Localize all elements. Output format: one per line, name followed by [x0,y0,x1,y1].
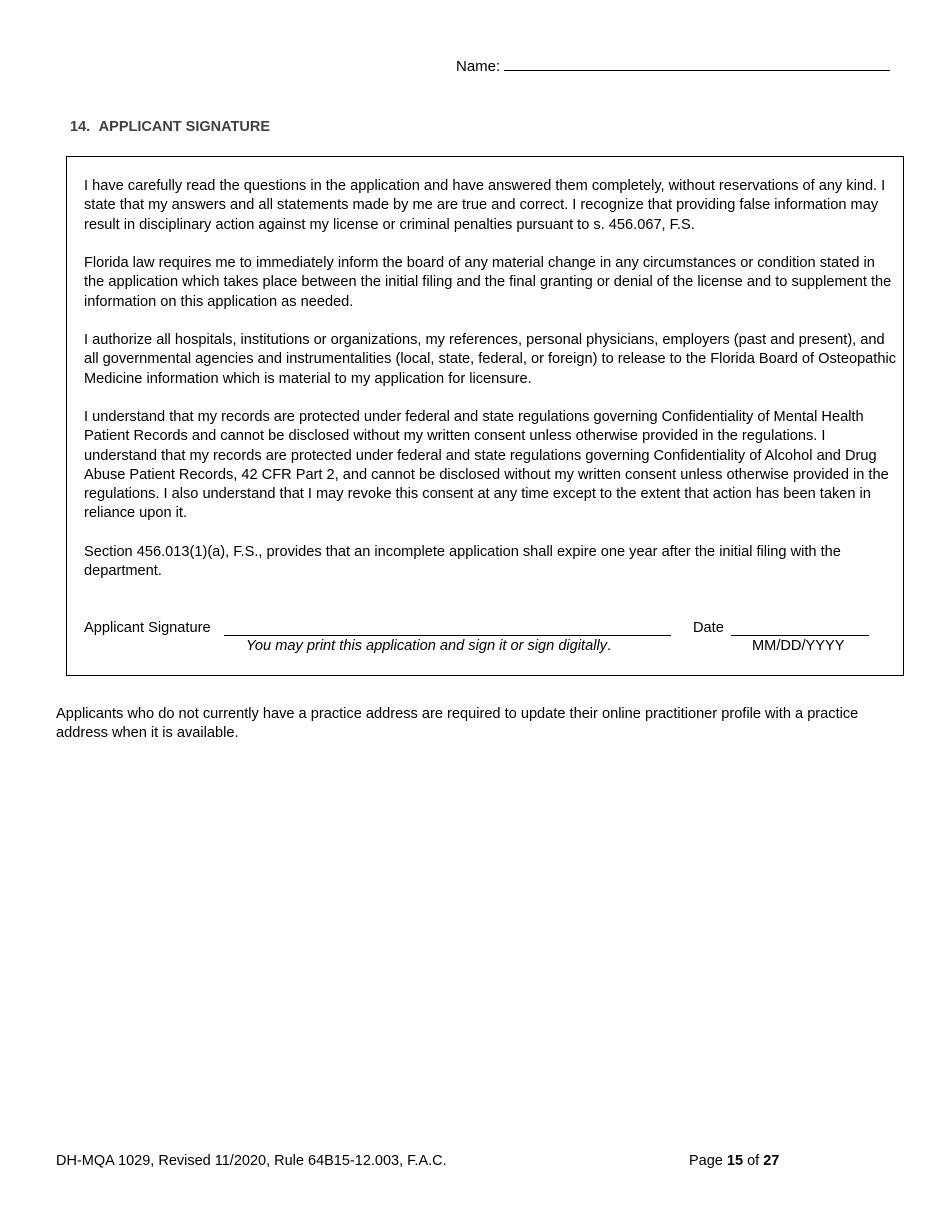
section-number: 14. [70,119,91,135]
date-line[interactable] [731,635,869,636]
statement-paragraph: I understand that my records are protected under federal and state regulations governing Confidentiality of Mental Health Patient Records and cannot be disclosed without my written consent unless otherwise provided in the regulations. I understand that my records are protected under federal and state regulations governing Confidentiality of Alcohol and Drug Abuse Patient Records, 42 CFR Part 2, and cannot be disclosed without my written consent unless otherwise provided in the regulations. I also understand that I may revoke this consent at any time except to the extent that action has been taken in reliance upon it. [84,409,889,522]
date-label: Date [693,620,724,636]
statement-paragraph: Section 456.013(1)(a), F.S., provides that an incomplete application shall expire one year after the initial filing with the department. [84,544,841,580]
applicant-signature-line[interactable] [224,635,671,636]
practice-address-note: Applicants who do not currently have a practice address are required to update their online practitioner profile with a practice address when it is available. [56,706,859,742]
date-format-hint: MM/DD/YYYY [752,638,845,654]
name-field[interactable] [456,56,890,75]
page-total: 27 [763,1153,780,1169]
page-current: 15 [726,1153,744,1169]
name-underline[interactable] [504,56,890,71]
signature-note-period: . [607,638,612,654]
statement-paragraph: I have carefully read the questions in the application and have answered them completely, without reservations of any kind. I state that my answers and all statements made by me are true and correct. I recognize that providing false information may result in disciplinary action against my license or criminal penalties pursuant to s. 456.067, F.S. [84,178,886,233]
signature-note [246,638,611,654]
applicant-signature-label: Applicant Signature [84,620,211,636]
section-heading [70,119,270,135]
footer-form-info: DH-MQA 1029, Revised 11/2020, Rule 64B15-12.003, F.A.C. [56,1153,447,1169]
name-label: Name: [456,58,501,75]
signature-box [66,156,904,676]
page-word: Page [689,1153,723,1169]
statement-paragraph: Florida law requires me to immediately inform the board of any material change in any circumstances or condition stated in the application which takes place between the initial filing and the final granting or denial of the license and to supplement the information on this application as needed. [84,255,892,310]
signature-note-text: You may print this application and sign it or sign digitally [246,638,607,654]
page-of: of [747,1153,760,1169]
footer-page-number [689,1153,779,1169]
statement-paragraph: I authorize all hospitals, institutions or organizations, my references, personal physicians, employers (past and present), and all governmental agencies and instrumentalities (local, state, federal, or foreign) to release to the Florida Board of Osteopathic Medicine information which is material to my application for licensure. [84,332,897,387]
section-title: APPLICANT SIGNATURE [98,119,270,135]
